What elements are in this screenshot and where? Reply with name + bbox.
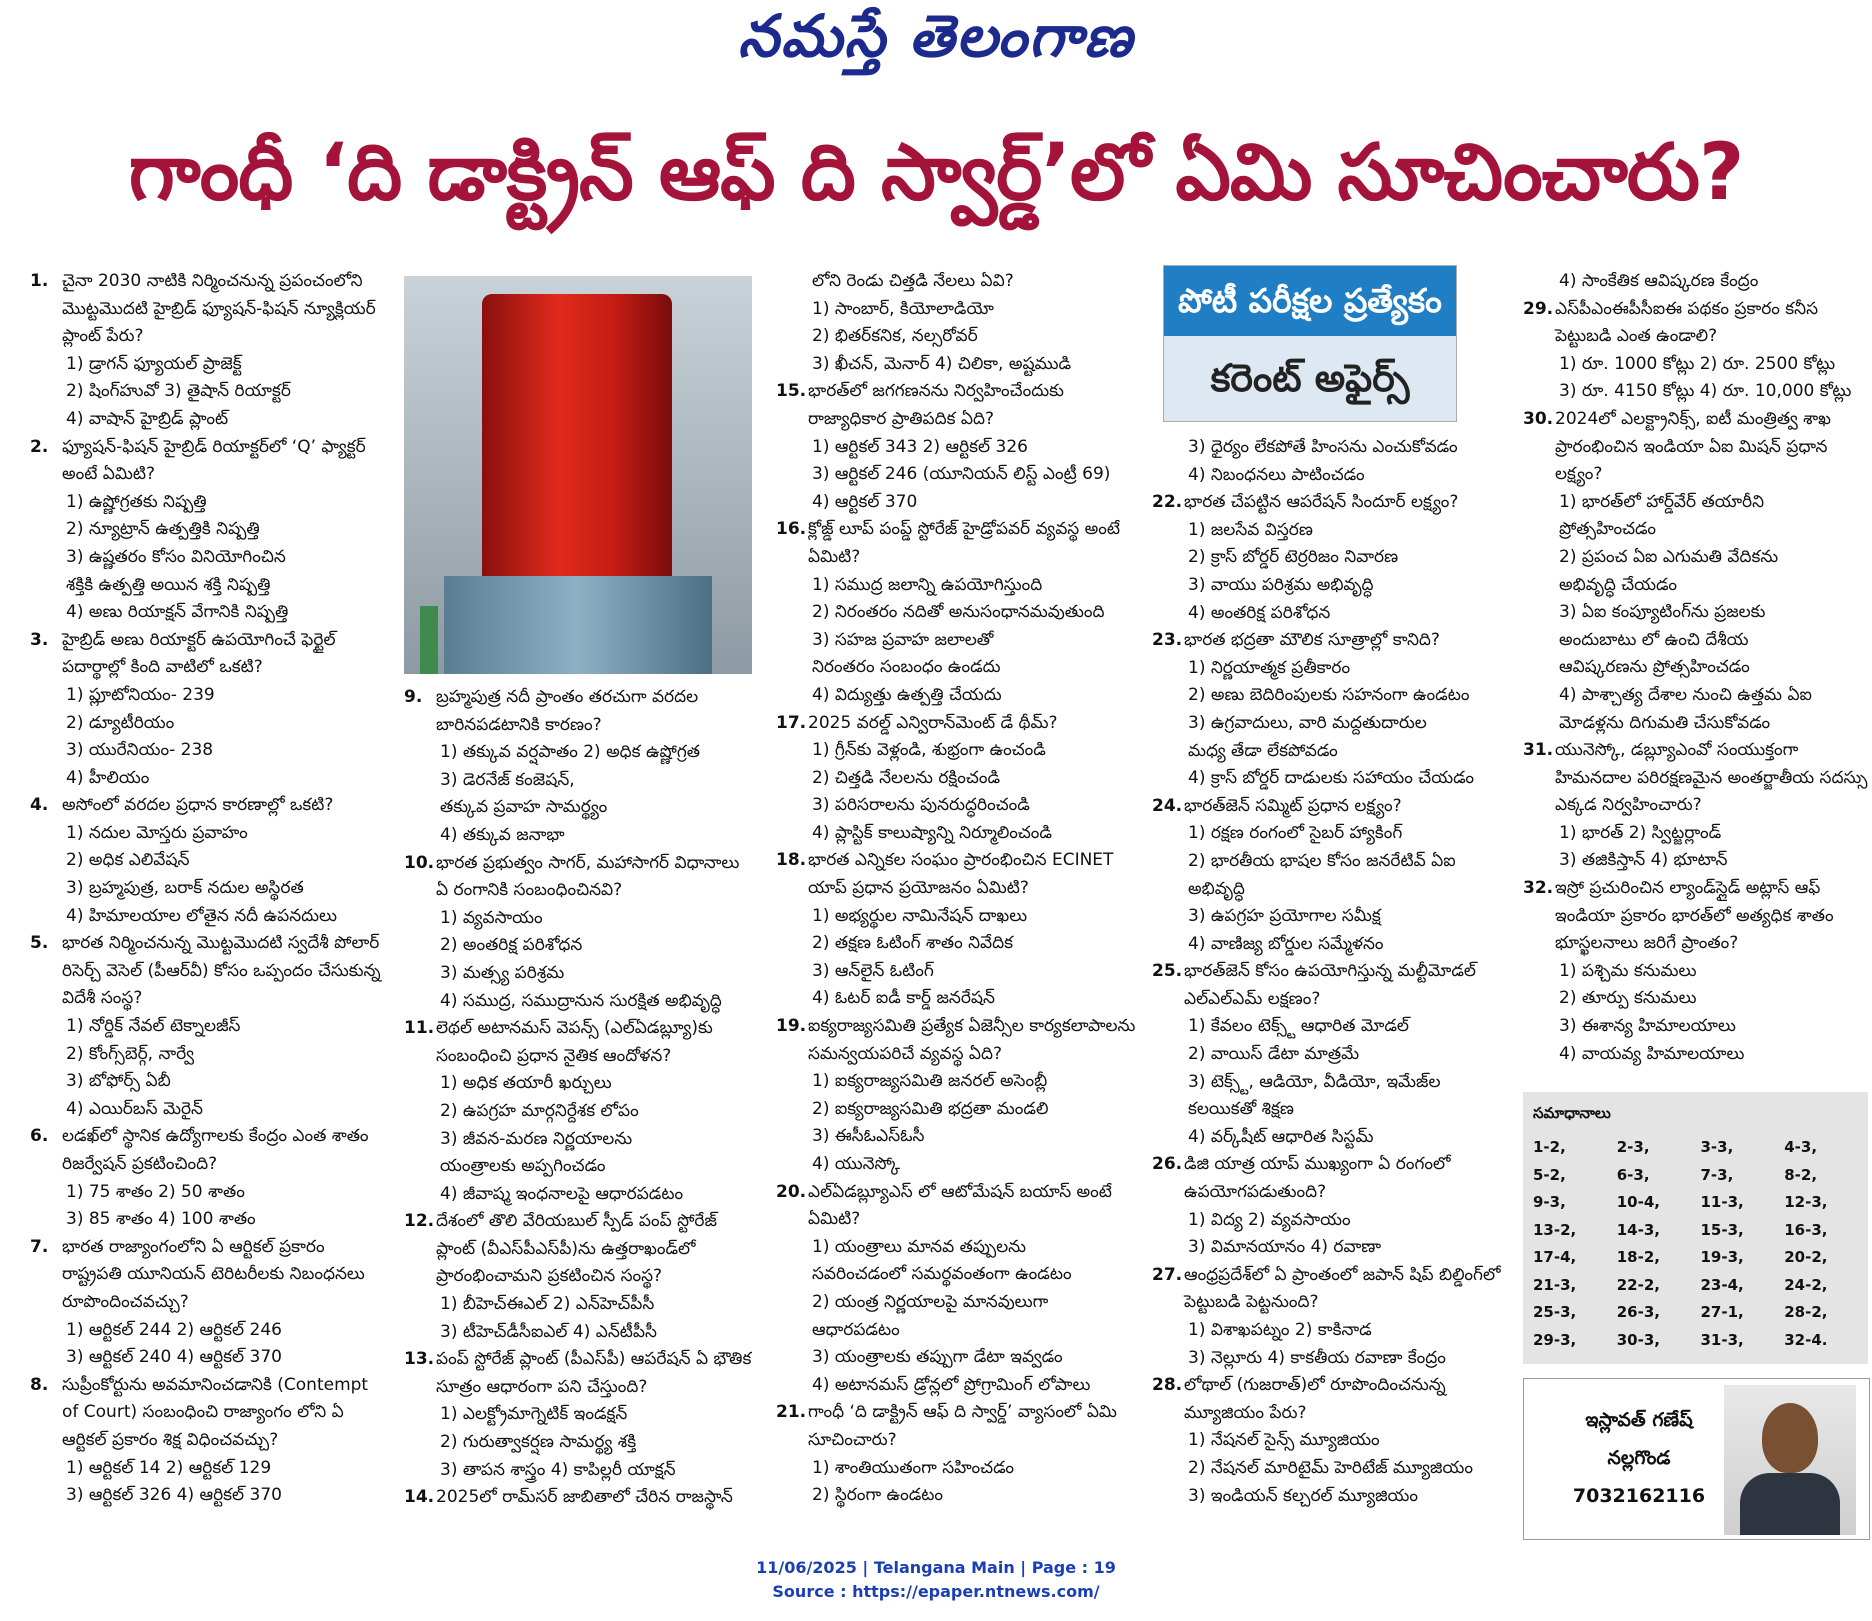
answer-option: 4) వాషాన్ హైబ్రిడ్ ప్లాంట్ (66, 408, 229, 429)
answer-option: 2) డ్యూటీరియం (66, 712, 175, 733)
question (1523, 875, 1868, 958)
answer-option: 1) డ్రాగన్ ఫ్యూయల్ ప్రాజెక్ట్ (66, 353, 242, 374)
answer-key-item: 27-1, (1700, 1303, 1744, 1321)
reactor-photo (404, 276, 752, 674)
question (776, 710, 1136, 738)
question-column-3 (776, 268, 1136, 1510)
answer-option: 4) జీవాష్మ ఇంధనాలపై ఆధారపడటం (440, 1183, 684, 1204)
answer-option: తక్కువ ప్రవాహ సామర్థ్యం (440, 797, 608, 818)
answer-option: 3) సహజ ప్రవాహ జలాలతో (812, 629, 994, 650)
question (30, 930, 382, 1013)
question (1523, 737, 1868, 820)
question-text: బ్రహ్మపుత్ర నదీ ప్రాంతం తరచుగా వరదల బారినపడటానికి కారణం? (436, 687, 699, 735)
question (404, 1484, 756, 1512)
question-text: భారత్‌జెన్ కోసం ఉపయోగిస్తున్న మల్టీమోడల్ ఎల్ఎల్ఎమ్ లక్షణం? (1184, 961, 1476, 1009)
answer-option: 1) అధిక తయారీ ఖర్చులు (440, 1073, 612, 1094)
question-number: 3. (30, 629, 49, 650)
answer-option: 1) సాంబార్, కియోలాడియో (812, 298, 994, 319)
question-number: 31. (1523, 740, 1554, 761)
answer-key-item: 18-2, (1616, 1248, 1660, 1266)
answer-option: 3) ఈశాన్య హిమాలయాలు (1559, 1016, 1736, 1037)
question-text: భారత రాజ్యాంగంలోని ఏ ఆర్టికల్ ప్రకారం రాష్ట్రపతి యూనియన్ టెరిటరీలకు నిబంధనలు రూపొందించవచ్చు? (62, 1236, 365, 1312)
question-text: భారత చేపట్టిన ఆపరేషన్ సిందూర్ లక్ష్యం? (1184, 492, 1459, 513)
question-text: ఆంధ్రప్రదేశ్‌లో ఏ ప్రాంతంలో జపాన్ షిప్ బిల్డింగ్‌లో పెట్టుబడి పెట్టనుంది? (1184, 1264, 1501, 1313)
question (776, 847, 1136, 902)
answer-option: 3) ధైర్యం లేకపోతే హింసను ఎంచుకోవడం (1188, 437, 1458, 457)
answer-option: 1) రూ. 1000 కోట్లు 2) రూ. 2500 కోట్లు (1559, 353, 1836, 374)
question-column-2 (404, 684, 756, 1512)
answer-key-item: 9-3, (1533, 1193, 1566, 1211)
question (30, 1123, 382, 1178)
question-column-4 (1152, 434, 1508, 1510)
answer-option: 2) ఉపగ్రహ మార్గనిర్దేశక లోపం (440, 1100, 639, 1121)
answer-key-item: 19-3, (1700, 1248, 1744, 1266)
answer-key-item: 5-2, (1533, 1165, 1566, 1184)
answer-option: 3) డెరనేజ్ కంజెషన్, (440, 769, 575, 790)
author-place: నల్లగొండ (1607, 1447, 1671, 1469)
answer-option: 1) జలసేవ విస్తరణ (1188, 519, 1313, 540)
answer-option: 3) ఆర్టికల్ 326 4) ఆర్టికల్ 370 (66, 1485, 282, 1506)
question-text: క్లోజ్డ్ లూప్ పంప్డ్ స్టోరేజ్ హైడ్రోపవర్ వ్యవస్థ అంటే ఏమిటి? (808, 519, 1120, 567)
question-number: 25. (1152, 961, 1183, 982)
answer-option: 4) అటానమస్ డ్రోన్లలో ప్రోగ్రామింగ్ లోపాలు (812, 1374, 1091, 1395)
answer-option: 3) రూ. 4150 కోట్లు 4) రూ. 10,000 కోట్లు (1559, 381, 1852, 402)
question-text: డిజి యాత్ర యాప్ ముఖ్యంగా ఏ రంగంలో ఉపయోగపడుతుంది? (1184, 1154, 1451, 1203)
question-number: 32. (1523, 878, 1554, 899)
answer-option: 2) అణు బెదిరింపులకు సహనంగా ఉండటం (1188, 685, 1470, 706)
footer-date: 11/06/2025 | Telangana Main | Page : 19 (756, 1558, 1116, 1577)
answer-option: 3) ఖీచన్, మెనార్ 4) చిలికా, అష్టముడి (812, 353, 1072, 374)
answer-option: ఆవిష్కరణను ప్రోత్సహించడం (1559, 657, 1750, 678)
answer-option: 1) బీహెచ్‌ఈఎల్ 2) ఎన్‌హెచ్‌పీసీ (440, 1294, 655, 1315)
answer-option: 3) టీహెచ్‌డీసీఐఎల్ 4) ఎన్‌టీపీసీ (440, 1321, 657, 1342)
answer-option: 2) వాయిస్ డేటా మాత్రమే (1188, 1044, 1360, 1065)
answer-option: 4) వర్క్‌షీట్ ఆధారిత సిస్టమ్ (1188, 1126, 1374, 1147)
question-text: పంప్ స్టోరేజ్ ప్లాంట్ (పీఎస్‌పీ) ఆపరేషన్ ఏ భౌతిక సూత్రం ఆధారంగా పని చేస్తుంది? (436, 1349, 752, 1397)
answer-option: 1) ఆర్టికల్ 14 2) ఆర్టికల్ 129 (66, 1457, 272, 1478)
question-text: లోథాల్ (గుజరాత్)లో రూపొందించనున్న మ్యూజియం పేరు? (1184, 1375, 1446, 1423)
answer-option: 2) తక్షణ ఓటింగ్ శాతం నివేదిక (812, 933, 1014, 954)
question-number: 30. (1523, 408, 1554, 429)
question-number: 27. (1152, 1264, 1183, 1285)
question-text: ఇస్రో ప్రచురించిన ల్యాండ్‌స్లైడ్ అట్లాస్ ఆఫ్ ఇండియా ప్రకారం భారత్‌లో అత్యధిక శాతం భూస్ఖలనాలు జరిగే ప్రాంతం? (1555, 878, 1834, 954)
answer-option: 4) ఎయిర్‌బస్ మెరైన్ (66, 1098, 203, 1119)
answer-option: 2) స్థిరంగా ఉండటం (812, 1485, 944, 1506)
answer-option: యంత్రాలకు అప్పగించడం (440, 1156, 606, 1177)
answer-option: అందుబాటు లో ఉంచి దేశీయ (1559, 629, 1749, 650)
answer-option: 4) అణు రియాక్షన్ వేగానికి నిష్పత్తి (66, 602, 289, 623)
answer-option: 4) యునెస్కో (812, 1154, 900, 1174)
answer-option: 3) ఉగ్రవాదులు, వారి మద్దతుదారుల (1188, 712, 1427, 733)
answer-key-item: 23-4, (1700, 1275, 1744, 1294)
answer-option: 4) హీలియం (66, 767, 150, 788)
question (1152, 793, 1508, 821)
answer-key-item: 2-3, (1616, 1138, 1650, 1156)
answer-key-item: 22-2, (1616, 1275, 1660, 1294)
question-number: 2. (30, 436, 49, 457)
question (1523, 296, 1868, 351)
question-number: 13. (404, 1349, 435, 1370)
banner-top: పోటీ పరీక్షల ప్రత్యేకం (1164, 266, 1456, 336)
answer-option: శక్తికి ఉత్పత్తి అయిన శక్తి నిష్పత్తి (66, 574, 271, 595)
answers-box (1523, 1092, 1868, 1364)
answer-option: 3) వాయు పరిశ్రమ అభివృద్ధి (1188, 574, 1374, 595)
answer-option: 2) చిత్తడి నేలలను రక్షించండి (812, 767, 1001, 788)
answer-key-item: 7-3, (1700, 1165, 1734, 1184)
answer-option: 4) వాణిజ్య బోర్డుల సమ్మేళనం (1188, 933, 1384, 954)
answer-option: 2) అధిక ఎలివేషన్ (66, 850, 190, 871)
answer-option: 3) పరిసరాలను పునరుద్ధరించండి (812, 795, 1030, 816)
answer-option: 1) ఐక్యరాజ్యసమితి జనరల్ అసెంబ్లీ (812, 1071, 1048, 1092)
answer-key-item: 16-3, (1784, 1220, 1828, 1239)
answer-key-item: 11-3, (1700, 1193, 1744, 1211)
answer-option: మధ్య తేడా లేకపోవడం (1188, 740, 1338, 761)
answer-key-item: 17-4, (1533, 1248, 1577, 1266)
answer-option: మోడళ్లను దిగుమతి చేసుకోవడం (1559, 712, 1771, 733)
answer-option: 4) నిబంధనలు పాటించడం (1188, 464, 1365, 485)
answer-key-item: 21-3, (1533, 1275, 1577, 1294)
answer-option: 3) యంత్రాలకు తప్పుగా డేటా ఇవ్వడం (812, 1347, 1063, 1368)
answer-option: 3) యురేనియం- 238 (66, 740, 214, 761)
answer-option: 3) విమానయానం 4) రవాణా (1188, 1237, 1382, 1258)
answer-key-item: 30-3, (1616, 1330, 1660, 1349)
answer-option: 2) నిరంతరం నదితో అనుసంధానమవుతుంది (812, 602, 1105, 623)
question-text: దేశంలో తొలి వేరియబుల్ స్పీడ్ పంప్ స్టోరేజ్ ప్లాంట్ (వీఎస్‌పీఎస్‌పీ)ను ఉత్తరాఖండ్‌లో ప్రారంభించామని ప్రకటించిన సంస్థ? (436, 1211, 717, 1287)
answer-option: కలయికతో శిక్షణ (1188, 1099, 1294, 1120)
answer-option: 1) నిర్ణయాత్మక ప్రతీకారం (1188, 657, 1351, 678)
answer-key-item: 6-3, (1616, 1165, 1650, 1184)
question-text: ఎల్‌ఏడబ్ల్యూఎస్ లో ఆటోమేషన్ బయాస్ అంటే ఏమిటి? (808, 1181, 1112, 1230)
question (404, 684, 756, 739)
answer-option: 1) ఆర్టికల్ 244 2) ఆర్టికల్ 246 (66, 1319, 282, 1340)
question-text: 2025లో రామ్‌సర్ జాబితాలో చేరిన రాజస్థాన్ (436, 1487, 733, 1508)
reactor-cylinder (482, 294, 672, 594)
question-number: 7. (30, 1236, 49, 1257)
question-number: 4. (30, 795, 49, 816)
answer-option: 1) రక్షణ రంగంలో సైబర్ హ్యాకింగ్ (1188, 823, 1403, 844)
answer-key-item: 32-4. (1784, 1330, 1828, 1349)
answer-option: 3) మత్స్య పరిశ్రమ (440, 962, 565, 983)
answer-key-item: 8-2, (1784, 1165, 1818, 1184)
answer-option: 3) ఈసీఓఎస్‌ఓసీ (812, 1126, 925, 1147)
question (1152, 627, 1508, 655)
answer-option: 4) ఓటర్ ఐడీ కార్డ్ జనరేషన్ (812, 988, 995, 1009)
question-text: భారత్‌లో జగగణనను నిర్వహించేందుకు రాజ్యాధికార ప్రాతిపదిక ఏది? (808, 381, 1064, 429)
question (776, 1179, 1136, 1234)
answer-option: 1) నేషనల్ సైన్స్ మ్యూజియం (1188, 1430, 1380, 1451)
question-text: భారత్‌జెన్ సమ్మిట్ ప్రధాన లక్ష్యం? (1184, 795, 1402, 816)
answer-option: 3) నెల్లూరు 4) కాకతీయ రవాణా కేంద్రం (1188, 1347, 1446, 1368)
question-text: భారత నిర్మించనున్న మొట్టమొదటి స్వదేశీ పోలార్ రిసెర్చ్ వెసెల్ (పీఆర్‌వీ) కోసం ఒప్పందం చేసుకున్న విదేశీ సంస్థ? (62, 933, 381, 1009)
question (1152, 489, 1508, 517)
question-text: అసోంలో వరదల ప్రధాన కారణాల్లో ఒకటి? (62, 795, 334, 816)
question-text: హైబ్రిడ్ అణు రియాక్టర్ ఉపయోగించే ఫెర్టైల్ పదార్థాల్లో కింది వాటిలో ఒకటి? (62, 629, 336, 678)
question-number: 26. (1152, 1154, 1183, 1175)
question (404, 850, 756, 905)
answer-option: 1) నదుల మోస్తరు ప్రవాహం (66, 822, 248, 843)
question (404, 1346, 756, 1401)
question-number: 18. (776, 850, 807, 871)
author-name: ఇస్లావత్ గణేష్ (1585, 1409, 1693, 1431)
question-number: 14. (404, 1487, 435, 1508)
question (30, 268, 382, 351)
answer-option: 2) యంత్ర నిర్ణయాలపై మానవులుగా (812, 1291, 1049, 1312)
question (1152, 1262, 1508, 1317)
answer-option: 4) తక్కువ జనాభా (440, 824, 565, 845)
answer-key-item: 15-3, (1700, 1220, 1744, 1239)
author-photo-head (1762, 1403, 1818, 1473)
question (30, 792, 382, 820)
answer-option: 2) క్రాస్ బోర్డర్ టెర్రరిజం నివారణ (1188, 547, 1399, 568)
answer-option: 3) ఉష్ణతరం కోసం వినియోగించిన (66, 546, 286, 567)
answer-option: 2) అంతరిక్ష పరిశోధన (440, 935, 583, 956)
answer-option: 4) ప్లాస్టిక్ కాలుష్యాన్ని నిర్మూలించండి (812, 822, 1052, 843)
answer-key-item: 31-3, (1700, 1330, 1744, 1349)
answer-option: 4) అంతరిక్ష పరిశోధన (1188, 602, 1331, 623)
author-photo (1724, 1385, 1856, 1535)
author-photo-body (1740, 1473, 1840, 1535)
section-banner (1163, 265, 1457, 422)
answer-option: 1) అభ్యర్థుల నామినేషన్ దాఖలు (812, 905, 1028, 926)
question-number: 23. (1152, 630, 1183, 651)
answer-option: 3) జీవన-మరణ నిర్ణయాలను (440, 1128, 633, 1149)
answer-option: 1) పశ్చిమ కనుమలు (1559, 960, 1697, 981)
answer-option: 2) గురుత్వాకర్షణ సామర్థ్య శక్తి (440, 1432, 637, 1453)
answer-key-item: 4-3, (1784, 1138, 1818, 1156)
reactor-pipe (420, 606, 438, 674)
masthead-logo: నమస్తే తెలంగాణ (738, 2, 1134, 70)
question (1523, 406, 1868, 489)
question-text: ఫ్యూషన్-ఫిషన్ హైబ్రిడ్ రియాక్టర్‌లో ‘Q’ ఫ్యాక్టర్ అంటే ఏమిటి? (62, 436, 366, 485)
question-text: సుప్రీంకోర్టును అవమానించడానికి (Contempt of Court) సంబంధించి రాజ్యాంగం లోని ఏ ఆర్టికల్ ప్రకారం శిక్ష విధించవచ్చు? (62, 1374, 369, 1450)
answer-option: 3) ఆన్‌లైన్ ఓటింగ్ (812, 960, 934, 981)
question-number: 9. (404, 687, 423, 707)
answer-option: 4) ఆర్టికల్ 370 (812, 491, 918, 512)
question-number: 8. (30, 1374, 49, 1395)
question (1152, 1372, 1508, 1427)
answer-option: 1) సముద్ర జలాన్ని ఉపయోగిస్తుంది (812, 574, 1043, 595)
answer-option: 1) భారత్ 2) స్విట్జర్లాండ్ (1559, 822, 1722, 843)
answer-option: 4) విద్యుత్తు ఉత్పత్తి చేయదు (812, 684, 1002, 705)
headline: గాంధీ ‘ది డాక్ట్రిన్ ఆఫ్ ది స్వార్డ్’లో ఏమి సూచించారు? (128, 128, 1744, 218)
question (30, 1372, 382, 1455)
question-number: 29. (1523, 298, 1554, 319)
question (30, 434, 382, 489)
answer-option: 3) 85 శాతం 4) 100 శాతం (66, 1209, 256, 1230)
answer-option: 2) నేషనల్ మారిటైమ్ హెరిటేజ్ మ్యూజియం (1188, 1457, 1473, 1478)
question-continued: లోని రెండు చిత్తడి నేలలు ఏవి? (812, 271, 1014, 291)
answer-key-item: 3-3, (1700, 1138, 1734, 1156)
reactor-base (444, 576, 712, 674)
question-text: గాంధీ ‘ది డాక్ట్రిన్ ఆఫ్ ది స్వార్డ్’ వ్యాసంలో ఏమి సూచించారు? (808, 1402, 1117, 1450)
answer-key-item: 13-2, (1533, 1220, 1577, 1239)
question-number: 12. (404, 1211, 435, 1232)
answer-option: 3) ఆర్టికల్ 246 (యూనియన్ లిస్ట్ ఎంట్రీ 69) (812, 464, 1111, 485)
answer-option: 2) ప్రపంచ ఏఐ ఎగుమతి వేదికను (1559, 546, 1779, 567)
question-text: భారత ప్రభుత్వం సాగర్, మహాసాగర్ విధానాలు ఏ రంగానికి సంబంధించినవి? (436, 852, 740, 901)
answer-option: 2) భితర్‌కనిక, నల్సరోవర్ (812, 326, 978, 347)
answer-option: 3) ఏఐ కంప్యూటింగ్‌ను ప్రజలకు (1559, 602, 1766, 623)
question-number: 15. (776, 381, 807, 402)
question-number: 19. (776, 1016, 807, 1037)
question-text: చైనా 2030 నాటికి నిర్మించనున్న ప్రపంచంలోని మొట్టమొదటి హైబ్రిడ్ ఫ్యూషన్-ఫిషన్ న్యూక్లియర్ ప్లాంట్ పేరు? (62, 271, 376, 347)
answer-option: 1) ఉష్ణోగ్రతకు నిష్పత్తి (66, 491, 207, 512)
answer-key-item: 20-2, (1784, 1248, 1828, 1266)
question (1152, 958, 1508, 1013)
question-number: 16. (776, 519, 807, 540)
answer-option: 3) బోఫోర్స్ ఏబీ (66, 1071, 171, 1092)
answer-option: 1) ఎలక్ట్రోమాగ్నెటిక్ ఇండక్షన్ (440, 1404, 628, 1425)
question (776, 516, 1136, 571)
answer-option: 1) గ్రీన్‌కు వెళ్లండి, శుభ్రంగా ఉంచండి (812, 740, 1046, 761)
answer-key-item: 28-2, (1784, 1303, 1828, 1321)
answer-option: 1) ఆర్టికల్ 343 2) ఆర్టికల్ 326 (812, 436, 1028, 457)
answer-option: నిరంతరం సంబంధం ఉండదు (812, 657, 1001, 678)
answer-option: ప్రోత్సహించడం (1559, 519, 1656, 540)
answer-option: 1) నోర్డిక్ నేవల్ టెక్నాలజీస్ (66, 1016, 241, 1037)
question-text: యునెస్కో, డబ్ల్యూఎంవో సంయుక్తంగా హిమనదాల పరిరక్షణమైన అంతర్జాతీయ సదస్సు ఎక్కడ నిర్వహించారు? (1555, 740, 1868, 816)
question-number: 28. (1152, 1375, 1183, 1396)
answer-option: 4) వాయవ్య హిమాలయాలు (1559, 1043, 1745, 1064)
answer-option: అభివృద్ధి (1188, 878, 1245, 899)
answer-key-item: 1-2, (1533, 1138, 1566, 1156)
answer-option: 1) శాంతియుతంగా సహించడం (812, 1457, 1015, 1478)
question-text: ఎస్‌పీఎంఈపీసీఐఈ పథకం ప్రకారం కనీస పెట్టుబడి ఎంత ఉండాలి? (1555, 298, 1819, 347)
question (404, 1208, 756, 1291)
answer-option: 1) భారత్‌లో హార్డ్‌వేర్ తయారీని (1559, 491, 1765, 512)
answer-option: 3) ఉపగ్రహ ప్రయోగాల సమీక్ష (1188, 906, 1381, 927)
question-column-5 (1523, 268, 1868, 1068)
answer-key-item: 29-3, (1533, 1330, 1577, 1349)
banner-bottom: కరెంట్ అఫైర్స్ (1210, 356, 1410, 400)
footer (0, 1556, 1872, 1604)
answer-key-item: 14-3, (1616, 1220, 1660, 1239)
question-number: 5. (30, 933, 49, 954)
answer-option: 4) క్రాస్ బోర్డర్ దాడులకు సహాయం చేయడం (1188, 768, 1475, 789)
answer-key-item: 24-2, (1784, 1275, 1828, 1294)
answer-option: 3) ఇండియన్ కల్చరల్ మ్యూజియం (1188, 1485, 1419, 1506)
answer-option: 4) సాంకేతిక ఆవిష్కరణ కేంద్రం (1559, 271, 1759, 291)
question-text: ఐక్యరాజ్యసమితి ప్రత్యేక ఏజెన్సీల కార్యకలాపాలను సమన్వయపరిచే వ్యవస్థ ఏది? (808, 1016, 1136, 1064)
answers-title: సమాధానాలు (1533, 1104, 1611, 1122)
question (776, 1399, 1136, 1454)
answer-option: 1) తక్కువ వర్షపాతం 2) అధిక ఉష్ణోగ్రత (440, 742, 700, 763)
question-column-1 (30, 268, 382, 1510)
answer-option: 3) తాపన శాస్త్రం 4) కాపిల్లరీ యాక్షన్ (440, 1459, 676, 1480)
answer-option: 2) భారతీయ భాషల కోసం జనరేటివ్ ఏఐ (1188, 850, 1456, 871)
question (776, 1013, 1136, 1068)
answer-key-item: 25-3, (1533, 1303, 1577, 1321)
question-text: 2025 వరల్డ్ ఎన్విరాన్‌మెంట్ డే థీమ్? (808, 712, 1058, 733)
answer-option: 3) ఆర్టికల్ 240 4) ఆర్టికల్ 370 (66, 1347, 282, 1368)
answer-option: సవరించడంలో సమర్థవంతంగా ఉండటం (812, 1264, 1072, 1285)
question-number: 20. (776, 1181, 807, 1202)
answer-option: 4) సముద్ర, సముద్రానున సురక్షిత అభివృద్ధి (440, 990, 722, 1011)
answer-option: 4) హిమాలయాల లోతైన నదీ ఉపనదులు (66, 905, 337, 926)
answer-option: 2) న్యూట్రాన్ ఉత్పత్తికి నిష్పత్తి (66, 519, 260, 540)
question-text: 2024లో ఎలక్ట్రానిక్స్, ఐటీ మంత్రిత్వ శాఖ ప్రారంభించిన ఇండియా ఏఐ మిషన్ ప్రధాన లక్ష్యం? (1555, 408, 1831, 485)
answer-option: 2) కోంగ్స్‌బెర్గ్, నార్వే (66, 1043, 194, 1064)
answer-option: 2) తూర్పు కనుమలు (1559, 988, 1697, 1009)
question-number: 11. (404, 1018, 435, 1039)
question-number: 6. (30, 1126, 49, 1147)
answer-option: 1) విశాఖపట్నం 2) కాకినాడ (1188, 1320, 1372, 1340)
answer-option: ఆధారపడటం (812, 1319, 900, 1340)
question (1152, 1151, 1508, 1206)
answer-option: 2) ఐక్యరాజ్యసమితి భద్రతా మండలి (812, 1098, 1049, 1119)
author-phone: 7032162116 (1572, 1485, 1706, 1507)
answer-option: 4) పాశ్చాత్య దేశాల నుంచి ఉత్తమ ఏఐ (1559, 684, 1812, 705)
question-text: భారత ఎన్నికల సంఘం ప్రారంభించిన ECINET యాప్ ప్రధాన ప్రయోజనం ఏమిటి? (808, 850, 1114, 899)
question (30, 1234, 382, 1317)
answer-option: 1) 75 శాతం 2) 50 శాతం (66, 1181, 245, 1202)
answer-option: 1) యంత్రాలు మానవ తప్పులను (812, 1236, 1026, 1257)
question-text: భారత భద్రతా మౌలిక సూత్రాల్లో కానిది? (1184, 630, 1440, 651)
answer-option: అభివృద్ధి చేయడం (1559, 574, 1677, 595)
question-number: 17. (776, 712, 807, 733)
answer-option: 1) విద్య 2) వ్యవసాయం (1188, 1209, 1351, 1230)
answers-grid (1523, 1134, 1868, 1354)
question-number: 10. (404, 852, 435, 873)
answer-key-item: 26-3, (1616, 1303, 1660, 1321)
question-text: లడఖ్‌లో స్థానిక ఉద్యోగాలకు కేంద్రం ఎంత శాతం రిజర్వేషన్ ప్రకటించింది? (62, 1126, 369, 1174)
question-number: 24. (1152, 795, 1183, 816)
answer-option: 1) ప్లూటోనియం- 239 (66, 684, 215, 705)
answer-option: 3) బ్రహ్మపుత్ర, బరాక్ నదుల అస్థిరత (66, 878, 304, 899)
question (404, 1015, 756, 1070)
footer-source: Source : https://epaper.ntnews.com/ (772, 1582, 1100, 1601)
question (30, 627, 382, 682)
answer-option: 2) షింగ్‌హువో 3) తైషాన్ రియాక్టర్ (66, 381, 291, 402)
answer-key-item: 10-4, (1616, 1193, 1660, 1211)
answer-option: 3) తజికిస్తాన్ 4) భూటాన్ (1559, 850, 1728, 871)
question-number: 1. (30, 271, 49, 291)
question-number: 21. (776, 1402, 807, 1423)
question-text: లెథల్ అటానమస్ వెపన్స్ (ఎల్‌ఏడబ్ల్యూ)కు సంబంధించి ప్రధాన నైతిక ఆందోళన? (436, 1018, 713, 1066)
question (776, 378, 1136, 433)
answer-option: 1) కేవలం టెక్స్ట్ ఆధారిత మోడల్ (1188, 1016, 1409, 1037)
answer-option: 1) వ్యవసాయం (440, 907, 543, 928)
answer-option: 3) టెక్స్ట్, ఆడియో, వీడియో, ఇమేజ్‌ల (1188, 1071, 1441, 1092)
answer-key-item: 12-3, (1784, 1193, 1828, 1211)
question-number: 22. (1152, 492, 1183, 513)
author-card (1523, 1378, 1870, 1540)
